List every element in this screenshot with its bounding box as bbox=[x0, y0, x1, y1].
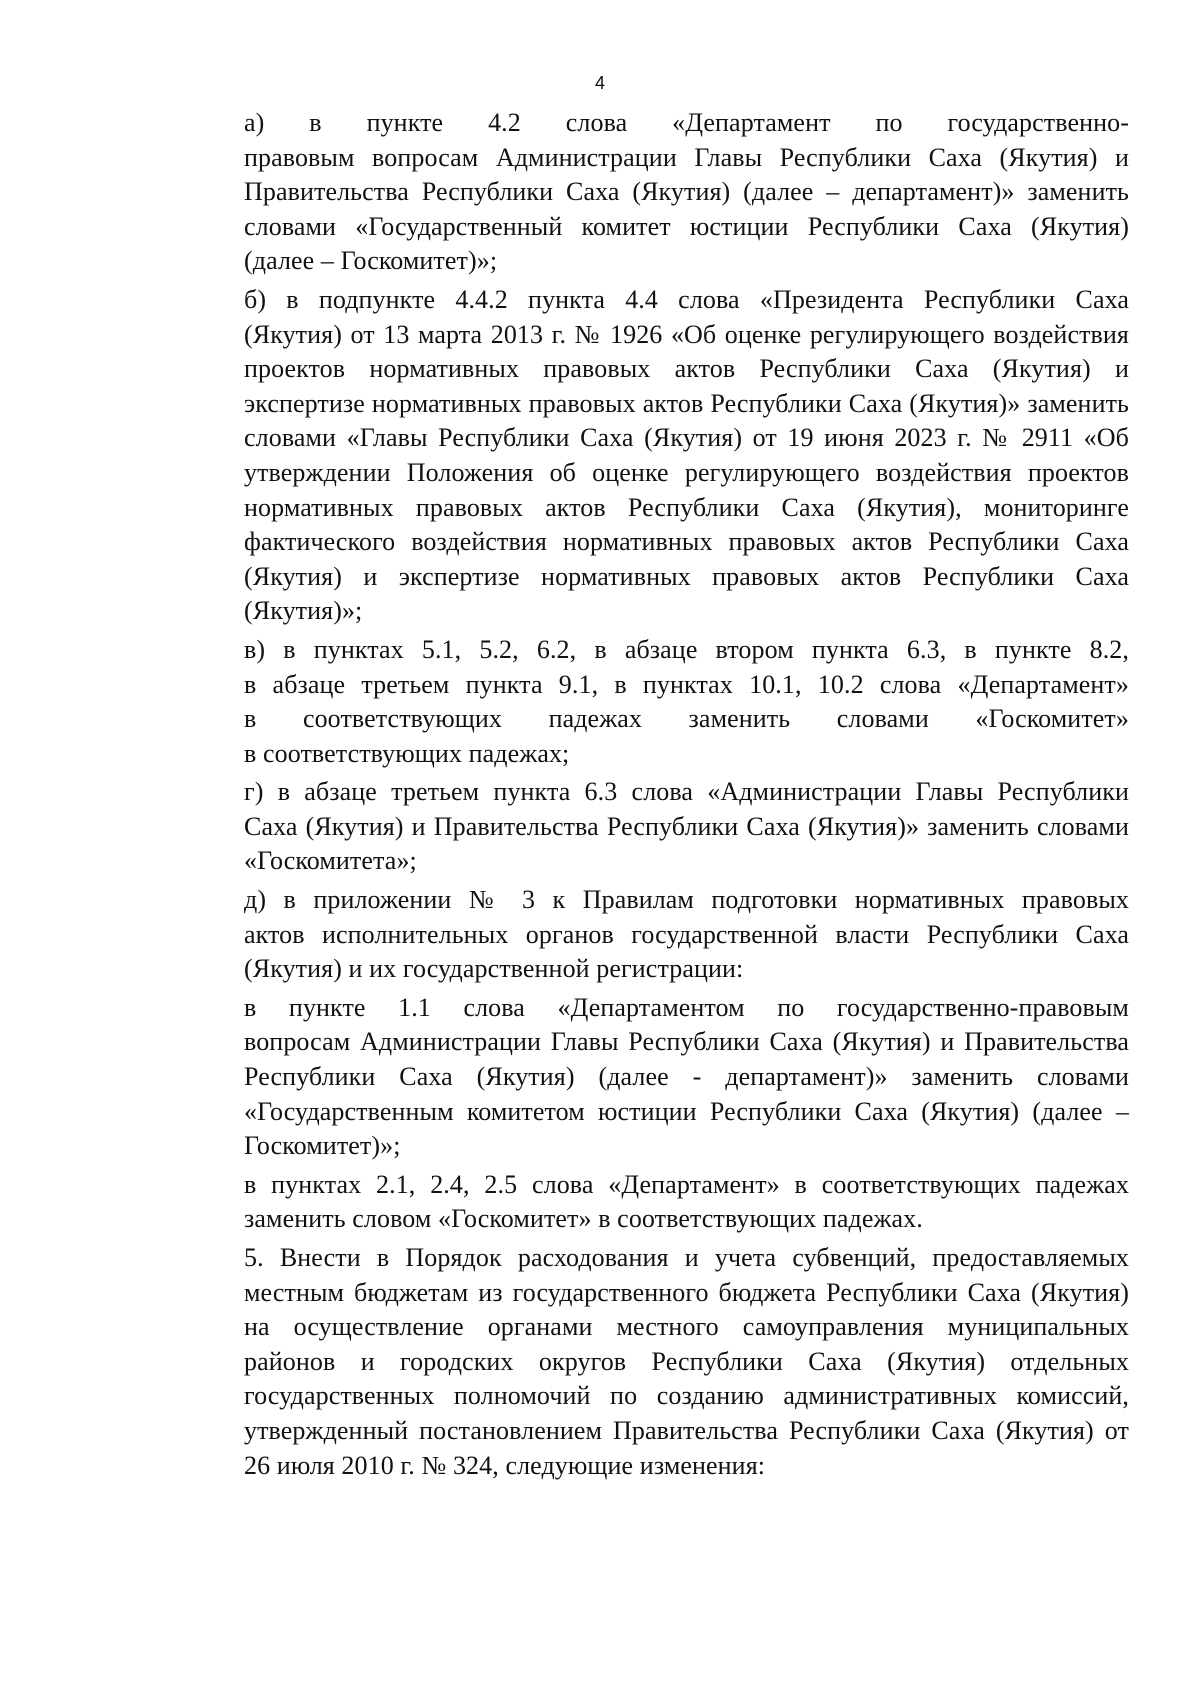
text-line: г) в абзаце третьем пункта 6.3 слова «Администрации Главы Республики bbox=[244, 777, 1129, 807]
text-line: Госкомитет)»; bbox=[244, 1131, 401, 1161]
text-line: а) в пункте 4.2 слова «Департамент по государственно- bbox=[244, 108, 1129, 137]
paragraph bbox=[173, 633, 1129, 771]
text-line: на осуществление органами местного самоуправления муниципальных bbox=[244, 1312, 1129, 1342]
text-line: в пункте 1.1 слова «Департаментом по государственно-правовым bbox=[244, 992, 1129, 1022]
text-line: утверждении Положения об оценке регулирующего воздействия проектов bbox=[244, 457, 1129, 487]
text-line: Саха (Якутия) и Правительства Республики Саха (Якутия)» заменить словами bbox=[244, 811, 1129, 841]
paragraph bbox=[173, 106, 1129, 279]
text-line: (Якутия) от 13 марта 2013 г. № 1926 «Об оценке регулирующего воздействия bbox=[244, 319, 1129, 349]
paragraph bbox=[173, 1241, 1129, 1483]
text-line: государственных полномочий по созданию административных комиссий, bbox=[244, 1381, 1129, 1411]
text-line: словами «Главы Республики Саха (Якутия) от 19 июня 2023 г. № 2911 «Об bbox=[244, 423, 1129, 453]
text-line: «Государственным комитетом юстиции Республики Саха (Якутия) (далее – bbox=[244, 1096, 1129, 1126]
text-line: проектов нормативных правовых актов Республики Саха (Якутия) и bbox=[244, 354, 1129, 384]
document-body bbox=[173, 106, 1129, 1487]
text-line: районов и городских округов Республики Саха (Якутия) отдельных bbox=[244, 1346, 1129, 1376]
text-line: 26 июля 2010 г. № 324, следующие изменения: bbox=[244, 1450, 766, 1480]
text-line: вопросам Администрации Главы Республики Саха (Якутия) и Правительства bbox=[244, 1027, 1129, 1057]
text-line: местным бюджетам из государственного бюджета Республики Саха (Якутия) bbox=[244, 1277, 1129, 1307]
paragraph bbox=[173, 991, 1129, 1164]
text-line: б) в подпункте 4.4.2 пункта 4.4 слова «Президента Республики Саха bbox=[244, 284, 1129, 314]
text-line: в пунктах 2.1, 2.4, 2.5 слова «Департамент» в соответствующих падежах bbox=[244, 1169, 1129, 1199]
text-line: утвержденный постановлением Правительства Республики Саха (Якутия) от bbox=[244, 1415, 1129, 1445]
text-line: актов исполнительных органов государственной власти Республики Саха bbox=[244, 919, 1129, 949]
paragraph bbox=[173, 283, 1129, 629]
text-line: (Якутия) и экспертизе нормативных правовых актов Республики Саха bbox=[244, 561, 1129, 591]
page-number: 4 bbox=[594, 73, 605, 93]
text-line: в соответствующих падежах заменить словами «Госкомитет» bbox=[244, 704, 1129, 734]
text-line: д) в приложении № 3 к Правилам подготовки нормативных правовых bbox=[244, 885, 1129, 915]
text-line: экспертизе нормативных правовых актов Республики Саха (Якутия)» заменить bbox=[244, 388, 1129, 418]
text-line: словами «Государственный комитет юстиции Республики Саха (Якутия) bbox=[244, 211, 1129, 241]
text-line: нормативных правовых актов Республики Саха (Якутия), мониторинге bbox=[244, 492, 1129, 522]
text-line: фактического воздействия нормативных правовых актов Республики Саха bbox=[244, 527, 1129, 557]
text-line: (Якутия) и их государственной регистрации: bbox=[244, 954, 744, 984]
paragraph bbox=[173, 1168, 1129, 1237]
text-line: 5. Внести в Порядок расходования и учета субвенций, предоставляемых bbox=[244, 1243, 1129, 1272]
text-line: в) в пунктах 5.1, 5.2, 6.2, в абзаце втором пункта 6.3, в пункте 8.2, bbox=[244, 634, 1129, 664]
text-line: (Якутия)»; bbox=[244, 596, 363, 626]
text-line: в абзаце третьем пункта 9.1, в пунктах 10.1, 10.2 слова «Департамент» bbox=[244, 669, 1129, 699]
text-line: Республики Саха (Якутия) (далее - департамент)» заменить словами bbox=[244, 1062, 1129, 1092]
text-line: (далее – Госкомитет)»; bbox=[244, 246, 498, 276]
paragraph bbox=[173, 883, 1129, 987]
text-line: Правительства Республики Саха (Якутия) (далее – департамент)» заменить bbox=[244, 177, 1129, 207]
text-line: правовым вопросам Администрации Главы Республики Саха (Якутия) и bbox=[244, 142, 1129, 172]
text-line: «Госкомитета»; bbox=[244, 846, 417, 876]
text-line: в соответствующих падежах; bbox=[244, 738, 570, 768]
paragraph bbox=[173, 775, 1129, 879]
text-line: заменить словом «Госкомитет» в соответствующих падежах. bbox=[244, 1204, 923, 1234]
